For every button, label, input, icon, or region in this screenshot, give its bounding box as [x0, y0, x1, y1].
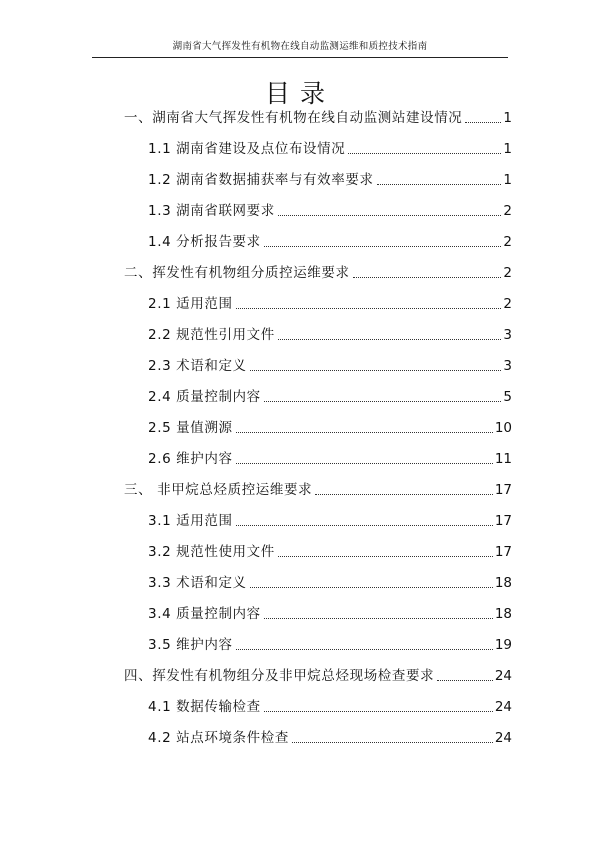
toc-entry-page: 24	[494, 699, 512, 715]
toc-entry-page: 2	[503, 296, 512, 312]
toc-entry-4-1[interactable]	[148, 696, 512, 718]
toc-entry-page: 5	[503, 389, 512, 405]
leader-dots	[348, 153, 501, 154]
leader-dots	[250, 587, 493, 588]
toc-entry-label: 2.2 规范性引用文件	[148, 327, 275, 343]
toc-entry-label: 2.3 术语和定义	[148, 358, 247, 374]
toc-title: 目录	[264, 79, 335, 108]
leader-dots	[437, 680, 493, 681]
toc-entry-1-4[interactable]	[148, 231, 512, 253]
leader-dots	[278, 215, 502, 216]
toc-entry-page: 3	[503, 327, 512, 343]
leader-dots	[236, 463, 493, 464]
toc-entry-page: 1	[503, 110, 512, 126]
leader-dots	[250, 370, 502, 371]
toc-entry-page: 24	[494, 730, 512, 746]
leader-dots	[278, 556, 493, 557]
toc-entry-label: 4.1 数据传输检查	[148, 699, 261, 715]
toc-entry-1-1[interactable]	[148, 138, 512, 160]
leader-dots	[236, 525, 493, 526]
leader-dots	[315, 494, 493, 495]
toc-entry-page: 2	[503, 234, 512, 250]
toc-entry-page: 10	[494, 420, 512, 436]
toc-entry-2-3[interactable]	[148, 355, 512, 377]
toc-entry-page: 3	[503, 358, 512, 374]
leader-dots	[278, 339, 502, 340]
toc-entry-page: 18	[494, 606, 512, 622]
toc-entry-label: 2.5 量值溯源	[148, 420, 233, 436]
toc-entry-2-6[interactable]	[148, 448, 512, 470]
toc-entry-label: 2.4 质量控制内容	[148, 389, 261, 405]
toc-entry-1-2[interactable]	[148, 169, 512, 191]
toc-entry-label: 三、 非甲烷总烃质控运维要求	[124, 482, 313, 498]
toc-entry-label: 1.4 分析报告要求	[148, 234, 261, 250]
toc-entry-label: 1.2 湖南省数据捕获率与有效率要求	[148, 172, 374, 188]
leader-dots	[353, 277, 502, 278]
toc-entry-label: 二、挥发性有机物组分质控运维要求	[124, 265, 350, 281]
toc-entry-1-3[interactable]	[148, 200, 512, 222]
toc-entry-label: 3.1 适用范围	[148, 513, 233, 529]
toc-entry-page: 17	[494, 513, 512, 529]
toc-entry-label: 4.2 站点环境条件检查	[148, 730, 289, 746]
toc-entry-page: 1	[503, 172, 512, 188]
leader-dots	[236, 308, 502, 309]
toc-entry-page: 17	[494, 544, 512, 560]
toc-entry-label: 2.1 适用范围	[148, 296, 233, 312]
toc-entry-page: 2	[503, 265, 512, 281]
toc-entry-4[interactable]	[124, 665, 512, 687]
toc-entry-2[interactable]	[124, 262, 512, 284]
leader-dots	[236, 432, 493, 433]
leader-dots	[236, 649, 493, 650]
toc-entry-label: 3.3 术语和定义	[148, 575, 247, 591]
toc-entry-label: 一、湖南省大气挥发性有机物在线自动监测站建设情况	[124, 110, 463, 126]
toc-entry-3-3[interactable]	[148, 572, 512, 594]
toc-entry-label: 3.2 规范性使用文件	[148, 544, 275, 560]
toc-entry-3-1[interactable]	[148, 510, 512, 532]
toc-entry-label: 2.6 维护内容	[148, 451, 233, 467]
leader-dots	[264, 246, 502, 247]
toc-entry-label: 3.5 维护内容	[148, 637, 233, 653]
toc-entry-page: 11	[494, 451, 512, 467]
toc-entry-label: 3.4 质量控制内容	[148, 606, 261, 622]
toc-entry-label: 1.3 湖南省联网要求	[148, 203, 275, 219]
toc-entry-3-4[interactable]	[148, 603, 512, 625]
leader-dots	[264, 618, 493, 619]
toc-entry-page: 19	[494, 637, 512, 653]
leader-dots	[264, 711, 493, 712]
toc-entry-4-2[interactable]	[148, 727, 512, 749]
toc-entry-page: 17	[494, 482, 512, 498]
leader-dots	[264, 401, 502, 402]
toc-entry-page: 24	[494, 668, 512, 684]
leader-dots	[465, 122, 501, 123]
toc-entry-page: 1	[503, 141, 512, 157]
toc-entry-3[interactable]	[124, 479, 512, 501]
toc-entry-3-5[interactable]	[148, 634, 512, 656]
toc-entry-3-2[interactable]	[148, 541, 512, 563]
toc-entry-label: 四、挥发性有机物组分及非甲烷总烃现场检查要求	[124, 668, 435, 684]
toc-entry-2-2[interactable]	[148, 324, 512, 346]
toc-entry-2-5[interactable]	[148, 417, 512, 439]
toc-entry-page: 2	[503, 203, 512, 219]
running-header: 湖南省大气挥发性有机物在线自动监测运维和质控技术指南	[92, 38, 508, 58]
toc-entry-page: 18	[494, 575, 512, 591]
toc-entry-1[interactable]	[124, 107, 512, 129]
toc-entry-label: 1.1 湖南省建设及点位布设情况	[148, 141, 346, 157]
toc-entry-2-4[interactable]	[148, 386, 512, 408]
leader-dots	[292, 742, 493, 743]
leader-dots	[377, 184, 502, 185]
toc-entry-2-1[interactable]	[148, 293, 512, 315]
